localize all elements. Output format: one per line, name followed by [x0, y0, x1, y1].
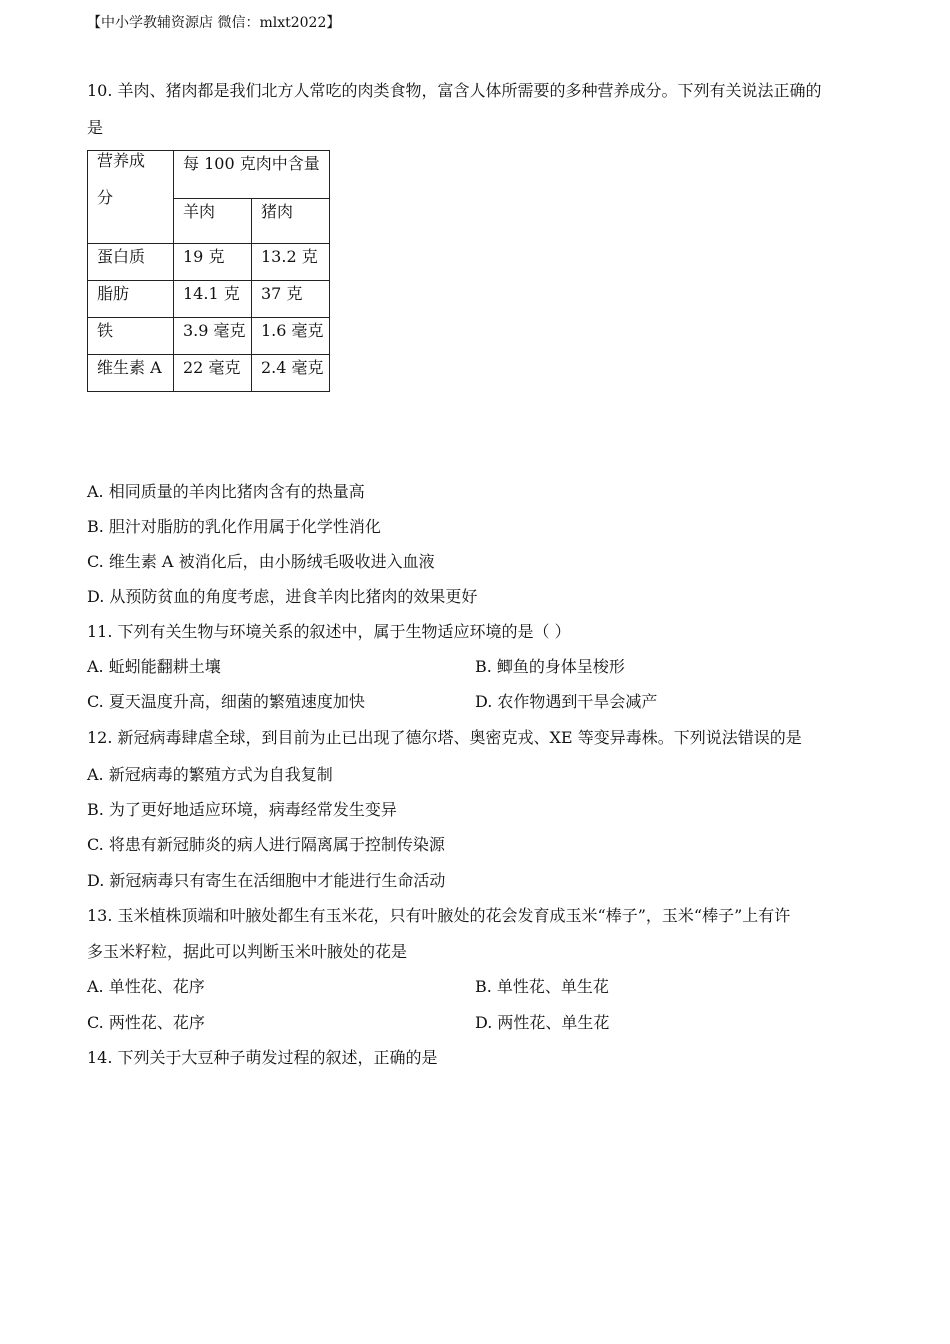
table-cell-mutton: 3.9 毫克 [174, 318, 252, 355]
q13-option-d: D. 两性花、单生花 [475, 1013, 610, 1032]
table-row [88, 281, 330, 318]
table-header-nutrient-line1: 营养成 [97, 151, 146, 170]
header-banner: 【中小学教辅资源店 微信：mlxt2022】 [87, 15, 341, 31]
table-row [88, 355, 330, 392]
q13-option-a: A. 单性花、花序 [87, 977, 205, 996]
q11-option-c: C. 夏天温度升高，细菌的繁殖速度加快 [87, 692, 365, 711]
q13-stem-line1: 13. 玉米植株顶端和叶腋处都生有玉米花，只有叶腋处的花会发育成玉米“棒子”，玉米“棒子”上有许 [87, 906, 791, 925]
table-cell-nutrient: 蛋白质 [88, 244, 174, 281]
q13-option-c: C. 两性花、花序 [87, 1013, 205, 1032]
table-header-mutton: 羊肉 [174, 199, 252, 244]
q10-option-d: D. 从预防贫血的角度考虑，进食羊肉比猪肉的效果更好 [87, 587, 478, 606]
table-cell-nutrient: 脂肪 [88, 281, 174, 318]
q10-option-c: C. 维生素 A 被消化后，由小肠绒毛吸收进入血液 [87, 552, 435, 571]
table-header-nutrient [88, 151, 174, 244]
q11-stem: 11. 下列有关生物与环境关系的叙述中，属于生物适应环境的是（ ） [87, 622, 571, 641]
q14-stem: 14. 下列关于大豆种子萌发过程的叙述，正确的是 [87, 1048, 438, 1067]
table-cell-pork: 2.4 毫克 [252, 355, 330, 392]
q12-option-d: D. 新冠病毒只有寄生在活细胞中才能进行生命活动 [87, 871, 446, 890]
q11-option-d: D. 农作物遇到干旱会减产 [475, 692, 658, 711]
table-cell-mutton: 14.1 克 [174, 281, 252, 318]
q12-stem: 12. 新冠病毒肆虐全球，到目前为止已出现了德尔塔、奥密克戎、XE 等变异毒株。下列说法错误的是 [87, 728, 802, 747]
q11-option-b: B. 鲫鱼的身体呈梭形 [475, 657, 625, 676]
table-cell-nutrient: 维生素 A [88, 355, 174, 392]
q10-option-b: B. 胆汁对脂肪的乳化作用属于化学性消化 [87, 517, 381, 536]
table-header-nutrient-line2: 分 [97, 188, 114, 207]
table-row [88, 318, 330, 355]
q12-option-b: B. 为了更好地适应环境，病毒经常发生变异 [87, 800, 397, 819]
table-row [88, 244, 330, 281]
q11-option-a: A. 蚯蚓能翻耕土壤 [87, 657, 221, 676]
q10-stem-line2: 是 [87, 118, 104, 137]
table-cell-mutton: 19 克 [174, 244, 252, 281]
q10-stem-line1: 10. 羊肉、猪肉都是我们北方人常吃的肉类食物，富含人体所需要的多种营养成分。下列有关说法正确的 [87, 81, 822, 100]
table-cell-nutrient: 铁 [88, 318, 174, 355]
q12-option-a: A. 新冠病毒的繁殖方式为自我复制 [87, 765, 333, 784]
table-cell-mutton: 22 毫克 [174, 355, 252, 392]
table-cell-pork: 13.2 克 [252, 244, 330, 281]
table-cell-pork: 1.6 毫克 [252, 318, 330, 355]
nutrition-table [87, 150, 330, 392]
table-header-pork: 猪肉 [252, 199, 330, 244]
q12-option-c: C. 将患有新冠肺炎的病人进行隔离属于控制传染源 [87, 835, 445, 854]
q10-option-a: A. 相同质量的羊肉比猪肉含有的热量高 [87, 482, 365, 501]
q13-stem-line2: 多玉米籽粒，据此可以判断玉米叶腋处的花是 [87, 942, 408, 961]
table-cell-pork: 37 克 [252, 281, 330, 318]
table-header-group: 每 100 克肉中含量 [174, 151, 330, 199]
q13-option-b: B. 单性花、单生花 [475, 977, 609, 996]
